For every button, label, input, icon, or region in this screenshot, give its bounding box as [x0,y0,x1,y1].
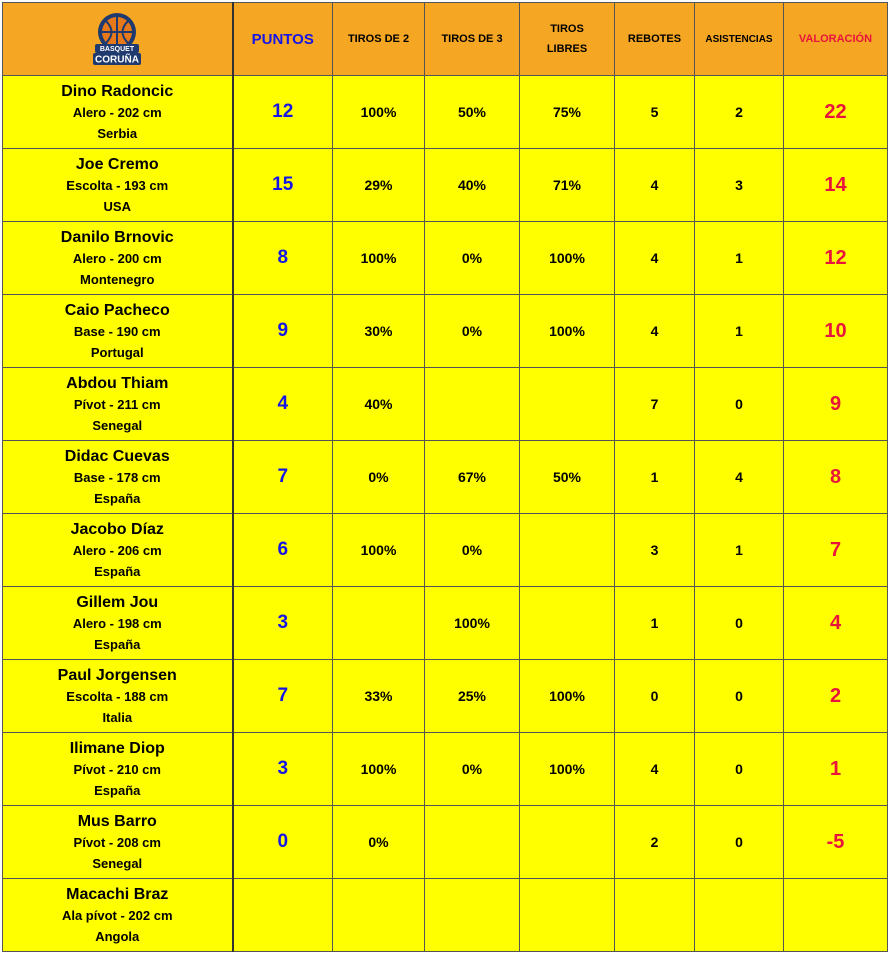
player-position-height: Ala pívot - 202 cm [61,907,173,923]
rating-cell: -5 [784,806,888,879]
table-row [3,368,888,441]
free-throw-pct-cell: 100% [520,733,615,806]
two-point-pct-cell: 100% [333,76,425,149]
rating-cell [784,879,888,952]
player-position-height: Alero - 206 cm [72,542,162,558]
player-cell [3,660,233,733]
three-point-pct-cell: 50% [425,76,520,149]
two-point-pct-cell: 29% [333,149,425,222]
rebounds-cell: 0 [615,660,695,733]
table-row [3,149,888,222]
player-country: Montenegro [80,271,155,287]
player-position-height: Escolta - 193 cm [66,177,169,193]
assists-cell: 0 [695,368,784,441]
header-tiros-3: TIROS DE 3 [425,3,520,76]
player-country: Portugal [90,344,144,360]
points-cell: 3 [233,733,333,806]
three-point-pct-cell: 0% [425,295,520,368]
player-cell [3,587,233,660]
points-cell: 4 [233,368,333,441]
rating-cell: 10 [784,295,888,368]
three-point-pct-cell: 0% [425,514,520,587]
rebounds-cell: 1 [615,587,695,660]
free-throw-pct-cell [520,514,615,587]
rebounds-cell: 2 [615,806,695,879]
free-throw-pct-cell [520,587,615,660]
player-position-height: Alero - 198 cm [72,615,162,631]
player-name: Didac Cuevas [64,447,170,465]
player-position-height: Pívot - 208 cm [73,834,161,850]
free-throw-pct-cell: 100% [520,295,615,368]
player-position-height: Alero - 202 cm [72,104,162,120]
player-name: Mus Barro [77,812,157,830]
rating-cell: 2 [784,660,888,733]
free-throw-pct-cell [520,879,615,952]
table-row [3,587,888,660]
points-cell: 0 [233,806,333,879]
player-cell [3,368,233,441]
assists-cell: 3 [695,149,784,222]
rebounds-cell: 5 [615,76,695,149]
rebounds-cell: 1 [615,441,695,514]
stats-table-container [2,2,888,952]
rebounds-cell: 4 [615,222,695,295]
three-point-pct-cell: 0% [425,733,520,806]
assists-cell: 0 [695,733,784,806]
player-name: Jacobo Díaz [70,520,164,538]
player-name: Ilimane Diop [69,739,165,757]
basquet-coruna-logo [85,6,149,70]
header-valoracion: VALORACIÓN [784,3,888,76]
points-cell: 12 [233,76,333,149]
two-point-pct-cell: 40% [333,368,425,441]
player-position-height: Alero - 200 cm [72,250,162,266]
player-stats-table [2,2,888,952]
player-name: Dino Radoncic [61,82,174,100]
free-throw-pct-cell [520,806,615,879]
header-rebotes: REBOTES [615,3,695,76]
two-point-pct-cell: 100% [333,514,425,587]
table-row [3,76,888,149]
player-cell [3,295,233,368]
three-point-pct-cell: 67% [425,441,520,514]
points-cell: 8 [233,222,333,295]
points-cell: 15 [233,149,333,222]
points-cell [233,879,333,952]
rebounds-cell: 4 [615,149,695,222]
header-asistencias: ASISTENCIAS [695,3,784,76]
table-row [3,514,888,587]
assists-cell: 0 [695,660,784,733]
player-cell [3,733,233,806]
player-name: Gillem Jou [76,593,159,611]
free-throw-pct-cell: 100% [520,222,615,295]
two-point-pct-cell: 0% [333,806,425,879]
player-cell [3,514,233,587]
player-name: Macachi Braz [66,885,169,903]
player-country: Angola [95,928,140,944]
two-point-pct-cell: 33% [333,660,425,733]
rating-cell: 4 [784,587,888,660]
three-point-pct-cell: 25% [425,660,520,733]
table-row [3,806,888,879]
player-position-height: Pívot - 210 cm [73,761,161,777]
assists-cell: 1 [695,514,784,587]
three-point-pct-cell: 100% [425,587,520,660]
rebounds-cell: 3 [615,514,695,587]
player-country: España [94,490,141,506]
player-name: Abdou Thiam [66,374,169,392]
header-row [3,3,888,76]
points-cell: 6 [233,514,333,587]
assists-cell: 0 [695,587,784,660]
player-name: Joe Cremo [75,155,159,173]
table-row [3,660,888,733]
table-row [3,879,888,952]
points-cell: 7 [233,441,333,514]
points-cell: 9 [233,295,333,368]
player-name: Paul Jorgensen [57,666,177,684]
points-cell: 7 [233,660,333,733]
player-name: Danilo Brnovic [60,228,174,246]
player-country: España [94,563,141,579]
free-throw-pct-cell: 75% [520,76,615,149]
player-country: Italia [102,709,133,725]
header-tiros-libres: TIROS LIBRES [520,3,615,76]
player-cell [3,76,233,149]
three-point-pct-cell [425,368,520,441]
two-point-pct-cell: 0% [333,441,425,514]
two-point-pct-cell: 100% [333,733,425,806]
rebounds-cell [615,879,695,952]
two-point-pct-cell: 100% [333,222,425,295]
rating-cell: 8 [784,441,888,514]
two-point-pct-cell [333,587,425,660]
player-country: Serbia [97,125,138,141]
rating-cell: 1 [784,733,888,806]
assists-cell: 0 [695,806,784,879]
player-country: España [94,636,141,652]
points-cell: 3 [233,587,333,660]
player-country: España [94,782,141,798]
logo-text-top: BASQUET [100,45,135,53]
player-cell [3,441,233,514]
header-tiros-2: TIROS DE 2 [333,3,425,76]
player-position-height: Escolta - 188 cm [66,688,169,704]
table-row [3,441,888,514]
rebounds-cell: 4 [615,733,695,806]
player-position-height: Pívot - 211 cm [73,396,161,412]
free-throw-pct-cell: 100% [520,660,615,733]
table-row [3,295,888,368]
team-logo-cell [3,3,233,76]
assists-cell: 1 [695,295,784,368]
header-puntos: PUNTOS [233,3,333,76]
assists-cell: 1 [695,222,784,295]
rating-cell: 12 [784,222,888,295]
assists-cell: 4 [695,441,784,514]
player-name: Caio Pacheco [64,301,170,319]
player-country: Senegal [92,855,143,871]
player-cell [3,149,233,222]
player-cell [3,806,233,879]
logo-text-bottom: CORUÑA [95,54,140,65]
three-point-pct-cell: 0% [425,222,520,295]
free-throw-pct-cell: 71% [520,149,615,222]
rebounds-cell: 7 [615,368,695,441]
table-row [3,733,888,806]
player-cell [3,879,233,952]
assists-cell: 2 [695,76,784,149]
player-position-height: Base - 190 cm [73,323,161,339]
three-point-pct-cell [425,806,520,879]
rating-cell: 9 [784,368,888,441]
rebounds-cell: 4 [615,295,695,368]
three-point-pct-cell [425,879,520,952]
assists-cell [695,879,784,952]
rating-cell: 14 [784,149,888,222]
player-country: Senegal [92,417,143,433]
player-cell [3,222,233,295]
rating-cell: 7 [784,514,888,587]
two-point-pct-cell: 30% [333,295,425,368]
free-throw-pct-cell [520,368,615,441]
rating-cell: 22 [784,76,888,149]
table-row [3,222,888,295]
free-throw-pct-cell: 50% [520,441,615,514]
player-country: USA [103,198,131,214]
two-point-pct-cell [333,879,425,952]
three-point-pct-cell: 40% [425,149,520,222]
player-position-height: Base - 178 cm [73,469,161,485]
